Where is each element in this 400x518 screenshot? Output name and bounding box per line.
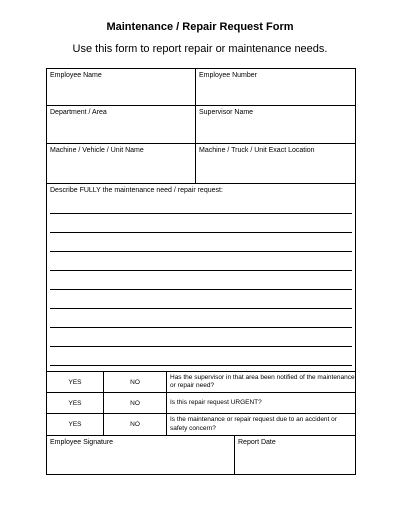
employee-name-field[interactable]	[47, 69, 196, 105]
employee-name-label: Employee Name	[50, 72, 102, 79]
no-option[interactable]: NO	[104, 393, 167, 413]
writing-line	[50, 251, 352, 252]
question-text: Is this repair request URGENT?	[170, 398, 262, 406]
machine-name-label: Machine / Vehicle / Unit Name	[50, 147, 144, 154]
question-row	[47, 393, 355, 414]
employee-signature-field[interactable]	[47, 436, 235, 474]
row-signature	[47, 436, 355, 474]
writing-line	[50, 327, 352, 328]
report-date-field[interactable]	[235, 436, 355, 474]
describe-field[interactable]	[47, 184, 355, 372]
no-option[interactable]: NO	[104, 414, 167, 435]
machine-location-field[interactable]	[196, 144, 355, 183]
form-grid	[46, 68, 356, 475]
form-title: Maintenance / Repair Request Form	[106, 21, 294, 33]
writing-line	[50, 289, 352, 290]
supervisor-name-field[interactable]	[196, 106, 355, 143]
employee-signature-label: Employee Signature	[50, 439, 114, 446]
report-date-label: Report Date	[238, 439, 276, 446]
writing-line	[50, 213, 352, 214]
department-label: Department / Area	[50, 109, 107, 116]
writing-line	[50, 346, 352, 347]
question-row	[47, 372, 355, 393]
writing-line	[50, 365, 352, 366]
row-machine	[47, 144, 355, 184]
yes-option[interactable]: YES	[47, 372, 104, 392]
writing-line	[50, 270, 352, 271]
describe-label: Describe FULLY the maintenance need / repair request:	[50, 187, 223, 194]
machine-location-label: Machine / Truck / Unit Exact Location	[199, 147, 315, 154]
no-option[interactable]: NO	[104, 372, 167, 392]
row-employee	[47, 69, 355, 106]
row-department	[47, 106, 355, 144]
machine-name-field[interactable]	[47, 144, 196, 183]
question-text: Is the maintenance or repair request due to an accident or safety concern?	[170, 416, 337, 432]
question-text: Has the supervisor in that area been notified of the maintenance or repair need?	[170, 373, 355, 389]
question-row	[47, 414, 355, 436]
department-field[interactable]	[47, 106, 196, 143]
writing-line	[50, 232, 352, 233]
yes-option[interactable]: YES	[47, 414, 104, 435]
writing-line	[50, 308, 352, 309]
employee-number-label: Employee Number	[199, 72, 257, 79]
supervisor-name-label: Supervisor Name	[199, 109, 254, 116]
yes-option[interactable]: YES	[47, 393, 104, 413]
employee-number-field[interactable]	[196, 69, 355, 105]
form-subtitle: Use this form to report repair or maintenance needs.	[72, 43, 328, 55]
